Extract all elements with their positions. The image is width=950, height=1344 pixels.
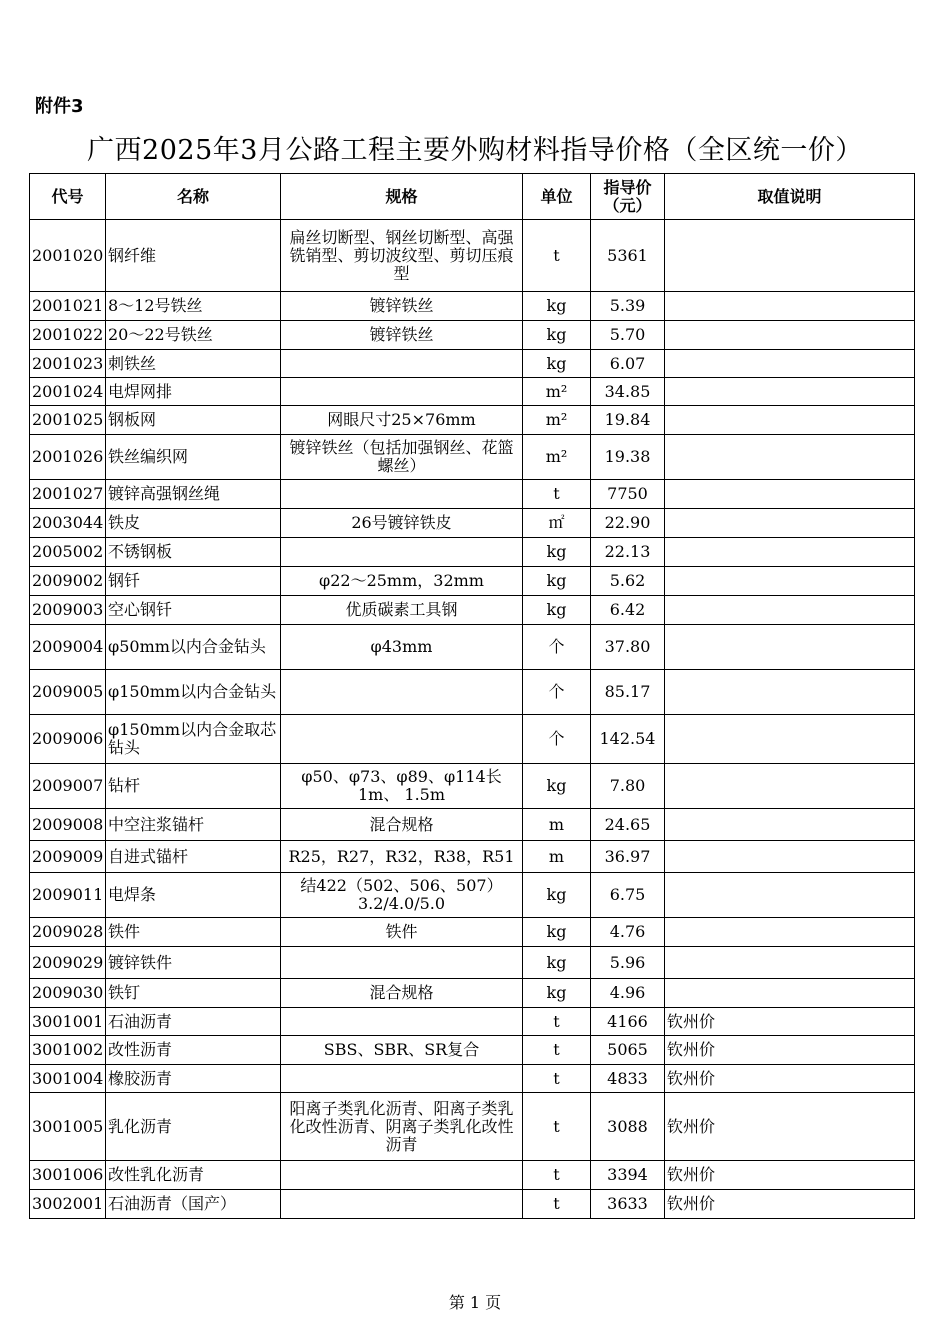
cell-spec: 镀锌铁丝 [281, 292, 523, 321]
cell-spec: 优质碳素工具钢 [281, 596, 523, 625]
cell-note [665, 873, 915, 918]
cell-unit: 个 [523, 670, 591, 715]
cell-code: 3001001 [30, 1008, 106, 1036]
table-row [30, 480, 915, 509]
cell-unit: t [523, 1008, 591, 1036]
cell-spec: 26号镀锌铁皮 [281, 509, 523, 538]
cell-name: 乳化沥青 [106, 1093, 281, 1161]
cell-name: 橡胶沥青 [106, 1065, 281, 1093]
cell-note [665, 596, 915, 625]
cell-code: 2009030 [30, 979, 106, 1008]
cell-code: 2009004 [30, 625, 106, 670]
cell-name: 8～12号铁丝 [106, 292, 281, 321]
cell-unit: t [523, 220, 591, 292]
cell-price: 3633 [591, 1190, 665, 1219]
cell-spec: 结422（502、506、507）3.2/4.0/5.0 [281, 873, 523, 918]
cell-code: 2009009 [30, 841, 106, 873]
cell-unit: m² [523, 378, 591, 406]
cell-code: 2009007 [30, 764, 106, 809]
cell-unit: 个 [523, 625, 591, 670]
cell-note: 钦州价 [665, 1065, 915, 1093]
cell-code: 2001027 [30, 480, 106, 509]
cell-code: 2009006 [30, 715, 106, 764]
table-row [30, 350, 915, 378]
cell-price: 6.75 [591, 873, 665, 918]
cell-note: 钦州价 [665, 1008, 915, 1036]
cell-price: 7750 [591, 480, 665, 509]
table-row [30, 1093, 915, 1161]
cell-unit: kg [523, 947, 591, 979]
cell-spec: 阳离子类乳化沥青、阳离子类乳化改性沥青、阴离子类乳化改性沥青 [281, 1093, 523, 1161]
cell-unit: kg [523, 764, 591, 809]
cell-name: φ150mm以内合金钻头 [106, 670, 281, 715]
cell-price: 24.65 [591, 809, 665, 841]
cell-unit: m [523, 809, 591, 841]
table-header-row [30, 174, 915, 220]
cell-spec: φ22～25mm，32mm [281, 567, 523, 596]
cell-unit: t [523, 1036, 591, 1065]
cell-name: 钢钎 [106, 567, 281, 596]
cell-spec [281, 1008, 523, 1036]
cell-price: 7.80 [591, 764, 665, 809]
cell-spec [281, 538, 523, 567]
table-row [30, 1065, 915, 1093]
cell-price: 22.13 [591, 538, 665, 567]
cell-spec: 网眼尺寸25×76mm [281, 406, 523, 435]
cell-code: 3002001 [30, 1190, 106, 1219]
cell-price: 5.62 [591, 567, 665, 596]
cell-price: 5.70 [591, 321, 665, 350]
cell-spec [281, 1065, 523, 1093]
table-row [30, 292, 915, 321]
cell-price: 5.39 [591, 292, 665, 321]
cell-spec: 混合规格 [281, 979, 523, 1008]
cell-note [665, 841, 915, 873]
page-footer: 第 1 页 [448, 1293, 502, 1312]
table-row [30, 809, 915, 841]
cell-code: 2009005 [30, 670, 106, 715]
cell-unit: kg [523, 918, 591, 947]
cell-code: 2009028 [30, 918, 106, 947]
cell-note [665, 480, 915, 509]
cell-unit: t [523, 1190, 591, 1219]
cell-spec [281, 1161, 523, 1190]
cell-unit: kg [523, 979, 591, 1008]
cell-unit: t [523, 1065, 591, 1093]
table-row [30, 220, 915, 292]
cell-price: 142.54 [591, 715, 665, 764]
table-row [30, 918, 915, 947]
cell-name: 20～22号铁丝 [106, 321, 281, 350]
cell-spec: 扁丝切断型、钢丝切断型、高强铣销型、剪切波纹型、剪切压痕型 [281, 220, 523, 292]
cell-note [665, 435, 915, 480]
cell-spec [281, 350, 523, 378]
cell-spec [281, 378, 523, 406]
cell-price: 4833 [591, 1065, 665, 1093]
table-row [30, 841, 915, 873]
table-row [30, 538, 915, 567]
header-note: 取值说明 [665, 174, 915, 220]
cell-spec [281, 1190, 523, 1219]
cell-unit: 个 [523, 715, 591, 764]
cell-code: 2009008 [30, 809, 106, 841]
cell-name: 石油沥青（国产） [106, 1190, 281, 1219]
cell-note [665, 538, 915, 567]
cell-name: 不锈钢板 [106, 538, 281, 567]
cell-code: 3001004 [30, 1065, 106, 1093]
header-spec: 规格 [281, 174, 523, 220]
cell-name: 镀锌铁件 [106, 947, 281, 979]
cell-note [665, 321, 915, 350]
cell-price: 5.96 [591, 947, 665, 979]
table-row [30, 715, 915, 764]
cell-note [665, 947, 915, 979]
cell-spec: SBS、SBR、SR复合 [281, 1036, 523, 1065]
attachment-label: 附件3 [35, 96, 84, 117]
cell-spec: φ43mm [281, 625, 523, 670]
cell-name: 刺铁丝 [106, 350, 281, 378]
table-row [30, 1190, 915, 1219]
cell-code: 2001025 [30, 406, 106, 435]
cell-unit: kg [523, 873, 591, 918]
cell-unit: ㎡ [523, 509, 591, 538]
cell-note: 钦州价 [665, 1093, 915, 1161]
cell-name: 镀锌高强钢丝绳 [106, 480, 281, 509]
cell-note: 钦州价 [665, 1161, 915, 1190]
cell-spec [281, 480, 523, 509]
cell-spec [281, 670, 523, 715]
table-row [30, 625, 915, 670]
table-row [30, 321, 915, 350]
cell-code: 3001006 [30, 1161, 106, 1190]
cell-code: 2009002 [30, 567, 106, 596]
cell-name: 铁皮 [106, 509, 281, 538]
cell-code: 2005002 [30, 538, 106, 567]
cell-code: 2001024 [30, 378, 106, 406]
cell-price: 85.17 [591, 670, 665, 715]
table-row [30, 979, 915, 1008]
cell-note [665, 509, 915, 538]
table-row [30, 670, 915, 715]
cell-name: 空心钢钎 [106, 596, 281, 625]
cell-price: 4166 [591, 1008, 665, 1036]
cell-price: 4.76 [591, 918, 665, 947]
cell-code: 2001021 [30, 292, 106, 321]
cell-note [665, 292, 915, 321]
header-unit: 单位 [523, 174, 591, 220]
table-row [30, 378, 915, 406]
cell-name: 铁件 [106, 918, 281, 947]
table-row [30, 947, 915, 979]
table-row [30, 567, 915, 596]
cell-name: 铁丝编织网 [106, 435, 281, 480]
cell-note [665, 979, 915, 1008]
table-row [30, 764, 915, 809]
cell-price: 6.42 [591, 596, 665, 625]
cell-unit: kg [523, 567, 591, 596]
cell-note [665, 764, 915, 809]
cell-unit: kg [523, 321, 591, 350]
cell-code: 2003044 [30, 509, 106, 538]
cell-unit: m [523, 841, 591, 873]
price-table [29, 173, 915, 1219]
cell-price: 3088 [591, 1093, 665, 1161]
cell-spec: φ50、φ73、φ89、φ114长1m、 1.5m [281, 764, 523, 809]
cell-note [665, 918, 915, 947]
cell-spec [281, 947, 523, 979]
cell-price: 4.96 [591, 979, 665, 1008]
cell-name: φ150mm以内合金取芯钻头 [106, 715, 281, 764]
header-name: 名称 [106, 174, 281, 220]
cell-code: 2001022 [30, 321, 106, 350]
cell-price: 6.07 [591, 350, 665, 378]
cell-note [665, 809, 915, 841]
cell-note [665, 670, 915, 715]
cell-code: 2009029 [30, 947, 106, 979]
table-row [30, 1008, 915, 1036]
table-row [30, 1036, 915, 1065]
table-row [30, 435, 915, 480]
table-row [30, 509, 915, 538]
cell-unit: t [523, 480, 591, 509]
cell-name: 改性沥青 [106, 1036, 281, 1065]
cell-unit: kg [523, 596, 591, 625]
cell-spec [281, 715, 523, 764]
cell-spec: 镀锌铁丝 [281, 321, 523, 350]
cell-spec: 混合规格 [281, 809, 523, 841]
cell-unit: t [523, 1161, 591, 1190]
cell-name: 铁钉 [106, 979, 281, 1008]
cell-code: 2001023 [30, 350, 106, 378]
cell-price: 5361 [591, 220, 665, 292]
table-row [30, 406, 915, 435]
cell-code: 3001002 [30, 1036, 106, 1065]
cell-note [665, 350, 915, 378]
cell-name: 电焊网排 [106, 378, 281, 406]
cell-name: 钻杆 [106, 764, 281, 809]
cell-unit: kg [523, 538, 591, 567]
cell-name: 钢板网 [106, 406, 281, 435]
cell-note [665, 378, 915, 406]
cell-price: 3394 [591, 1161, 665, 1190]
cell-name: 中空注浆锚杆 [106, 809, 281, 841]
cell-code: 2009003 [30, 596, 106, 625]
cell-name: 改性乳化沥青 [106, 1161, 281, 1190]
cell-name: 电焊条 [106, 873, 281, 918]
cell-price: 19.84 [591, 406, 665, 435]
cell-name: 自进式锚杆 [106, 841, 281, 873]
cell-unit: t [523, 1093, 591, 1161]
cell-note [665, 567, 915, 596]
cell-spec: 镀锌铁丝（包括加强钢丝、花篮螺丝） [281, 435, 523, 480]
table-row [30, 1161, 915, 1190]
cell-note [665, 715, 915, 764]
cell-note [665, 625, 915, 670]
cell-name: 石油沥青 [106, 1008, 281, 1036]
cell-note: 钦州价 [665, 1190, 915, 1219]
cell-name: 钢纤维 [106, 220, 281, 292]
cell-price: 37.80 [591, 625, 665, 670]
cell-code: 2001026 [30, 435, 106, 480]
cell-price: 36.97 [591, 841, 665, 873]
cell-spec: R25，R27，R32，R38，R51 [281, 841, 523, 873]
table-row [30, 596, 915, 625]
cell-code: 3001005 [30, 1093, 106, 1161]
cell-unit: kg [523, 292, 591, 321]
cell-spec: 铁件 [281, 918, 523, 947]
header-price: 指导价（元） [591, 174, 665, 220]
cell-code: 2001020 [30, 220, 106, 292]
cell-unit: kg [523, 350, 591, 378]
cell-price: 5065 [591, 1036, 665, 1065]
cell-note: 钦州价 [665, 1036, 915, 1065]
cell-name: φ50mm以内合金钻头 [106, 625, 281, 670]
cell-unit: m² [523, 435, 591, 480]
header-code: 代号 [30, 174, 106, 220]
cell-note [665, 406, 915, 435]
cell-price: 22.90 [591, 509, 665, 538]
cell-price: 19.38 [591, 435, 665, 480]
page-title: 广西2025年3月公路工程主要外购材料指导价格（全区统一价） [87, 135, 863, 166]
table-body [30, 220, 915, 1219]
cell-price: 34.85 [591, 378, 665, 406]
cell-code: 2009011 [30, 873, 106, 918]
cell-unit: m² [523, 406, 591, 435]
cell-note [665, 220, 915, 292]
table-row [30, 873, 915, 918]
